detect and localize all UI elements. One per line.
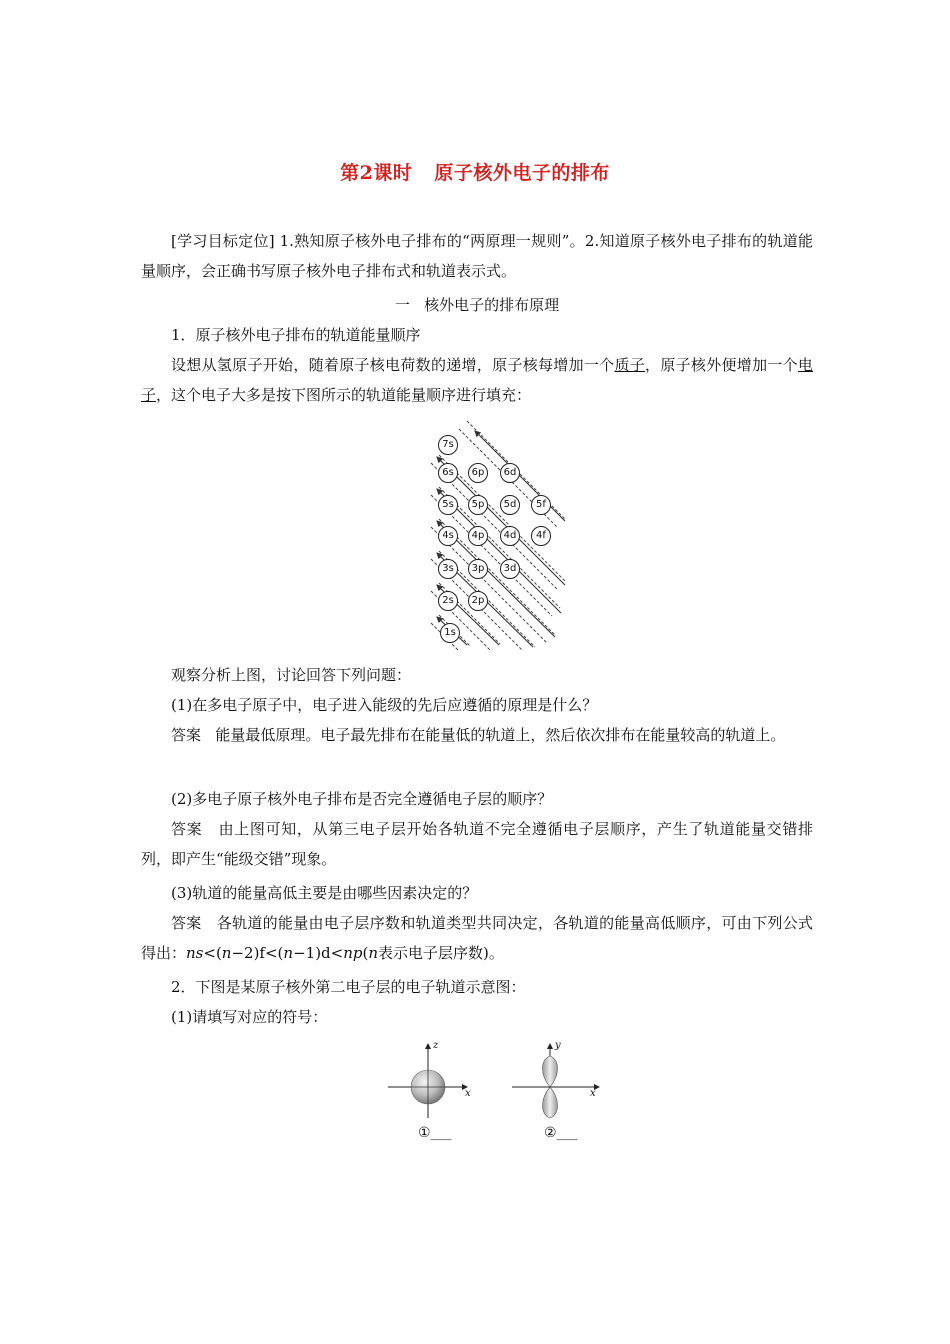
axis-label-x2: x bbox=[590, 1088, 596, 1099]
orbital-5d: 5d bbox=[500, 495, 520, 515]
answer-label: 答案 bbox=[171, 820, 203, 838]
objectives-paragraph bbox=[141, 226, 813, 286]
observe-text: 观察分析上图，讨论回答下列问题： bbox=[171, 666, 412, 684]
formula-part: ns bbox=[186, 944, 204, 962]
axis-label-z: z bbox=[433, 1040, 439, 1051]
answer-text: 由上图可知，从第三电子层开始各轨道不完全遵循电子层顺序，产生了轨道能量交错排列，即产生“能级交错”现象。 bbox=[141, 820, 813, 868]
orbital-6p: 6p bbox=[468, 463, 488, 483]
formula-part: 表示电子层序数)。 bbox=[378, 944, 504, 962]
item2-heading: 2．下图是某原子核外第二电子层的电子轨道示意图： bbox=[171, 978, 526, 996]
answer-2 bbox=[141, 814, 813, 874]
section-title: 核外电子的排布原理 bbox=[424, 296, 560, 314]
item1-text-b: ，原子核外便增加一个 bbox=[645, 356, 798, 374]
item1-heading: 1．原子核外电子排布的轨道能量顺序 bbox=[171, 326, 421, 344]
question-1: (1)在多电子原子中，电子进入能级的先后应遵循的原理是什么？ bbox=[171, 696, 598, 714]
question-2: (2)多电子原子核外电子排布是否完全遵循电子层的顺序？ bbox=[171, 790, 553, 808]
s-orbital-sketch bbox=[388, 1043, 468, 1118]
orbital-3d: 3d bbox=[500, 559, 520, 579]
formula-part: np bbox=[343, 944, 363, 962]
orbital-6s: 6s bbox=[438, 463, 458, 483]
orbital-5s: 5s bbox=[438, 495, 458, 515]
formula-part: −2)f<( bbox=[231, 944, 284, 962]
answer-label: 答案 bbox=[171, 726, 202, 744]
sub-question-1: (1)请填写对应的符号： bbox=[171, 1008, 328, 1026]
orbital-7s: 7s bbox=[438, 435, 458, 455]
orbital-3p: 3p bbox=[468, 559, 488, 579]
formula-part: n bbox=[221, 944, 232, 962]
objectives-tag: [学习目标定位] bbox=[171, 232, 275, 250]
section-number: 一 bbox=[394, 296, 410, 314]
underlined-proton: 质子 bbox=[614, 356, 646, 374]
axis-label-y: y bbox=[555, 1040, 561, 1051]
blank-label-2: ②___ bbox=[544, 1125, 578, 1141]
page-title bbox=[0, 158, 950, 185]
orbital-2p: 2p bbox=[468, 591, 488, 611]
answer-1 bbox=[141, 720, 813, 750]
formula-part: <( bbox=[203, 944, 222, 962]
formula-part: n bbox=[368, 944, 379, 962]
orbital-4f: 4f bbox=[531, 526, 551, 546]
answer-label: 答案 bbox=[171, 914, 202, 932]
objectives-text: 1.熟知原子核外电子排布的“两原理一规则”。2.知道原子核外电子排布的轨道能量顺序，会正确书写原子核外电子排布式和轨道表示式。 bbox=[141, 232, 813, 280]
underlined-electron: 电子 bbox=[141, 356, 813, 404]
orbital-5f: 5f bbox=[531, 495, 551, 515]
formula-part: n bbox=[283, 944, 294, 962]
blank-label-1: ①___ bbox=[418, 1125, 452, 1141]
question-3: (3)轨道的能量高低主要是由哪些因素决定的？ bbox=[171, 884, 478, 902]
orbital-4p: 4p bbox=[468, 526, 488, 546]
orbital-labels bbox=[415, 415, 575, 650]
p-orbital-sketch bbox=[512, 1043, 600, 1118]
answer-text: 能量最低原理。电子最先排布在能量低的轨道上，然后依次排布在能量较高的轨道上。 bbox=[215, 726, 786, 744]
orbital-4d: 4d bbox=[500, 526, 520, 546]
answer-3 bbox=[141, 908, 813, 968]
formula-part: −1)d< bbox=[293, 944, 344, 962]
orbital-1s: 1s bbox=[440, 623, 460, 643]
lesson-number: 第2课时 bbox=[340, 162, 413, 184]
orbital-4s: 4s bbox=[438, 526, 458, 546]
orbital-6d: 6d bbox=[500, 463, 520, 483]
orbital-2s: 2s bbox=[438, 591, 458, 611]
section-heading bbox=[141, 290, 813, 320]
orbital-5p: 5p bbox=[468, 495, 488, 515]
item1-paragraph bbox=[141, 350, 813, 410]
axis-label-x1: x bbox=[465, 1088, 471, 1099]
item1-text-a: 设想从氢原子开始，随着原子核电荷数的递增，原子核每增加一个 bbox=[171, 356, 615, 374]
item1-text-c: ，这个电子大多是按下图所示的轨道能量顺序进行填充： bbox=[156, 386, 532, 404]
lesson-topic: 原子核外电子的排布 bbox=[434, 162, 610, 184]
formula-part: ( bbox=[362, 944, 369, 962]
orbital-3s: 3s bbox=[438, 559, 458, 579]
answer-text: 各轨道的能量由电子层序数和轨道类型共同决定，各轨道的能量高低顺序，可由下列公式得出： bbox=[141, 914, 813, 962]
